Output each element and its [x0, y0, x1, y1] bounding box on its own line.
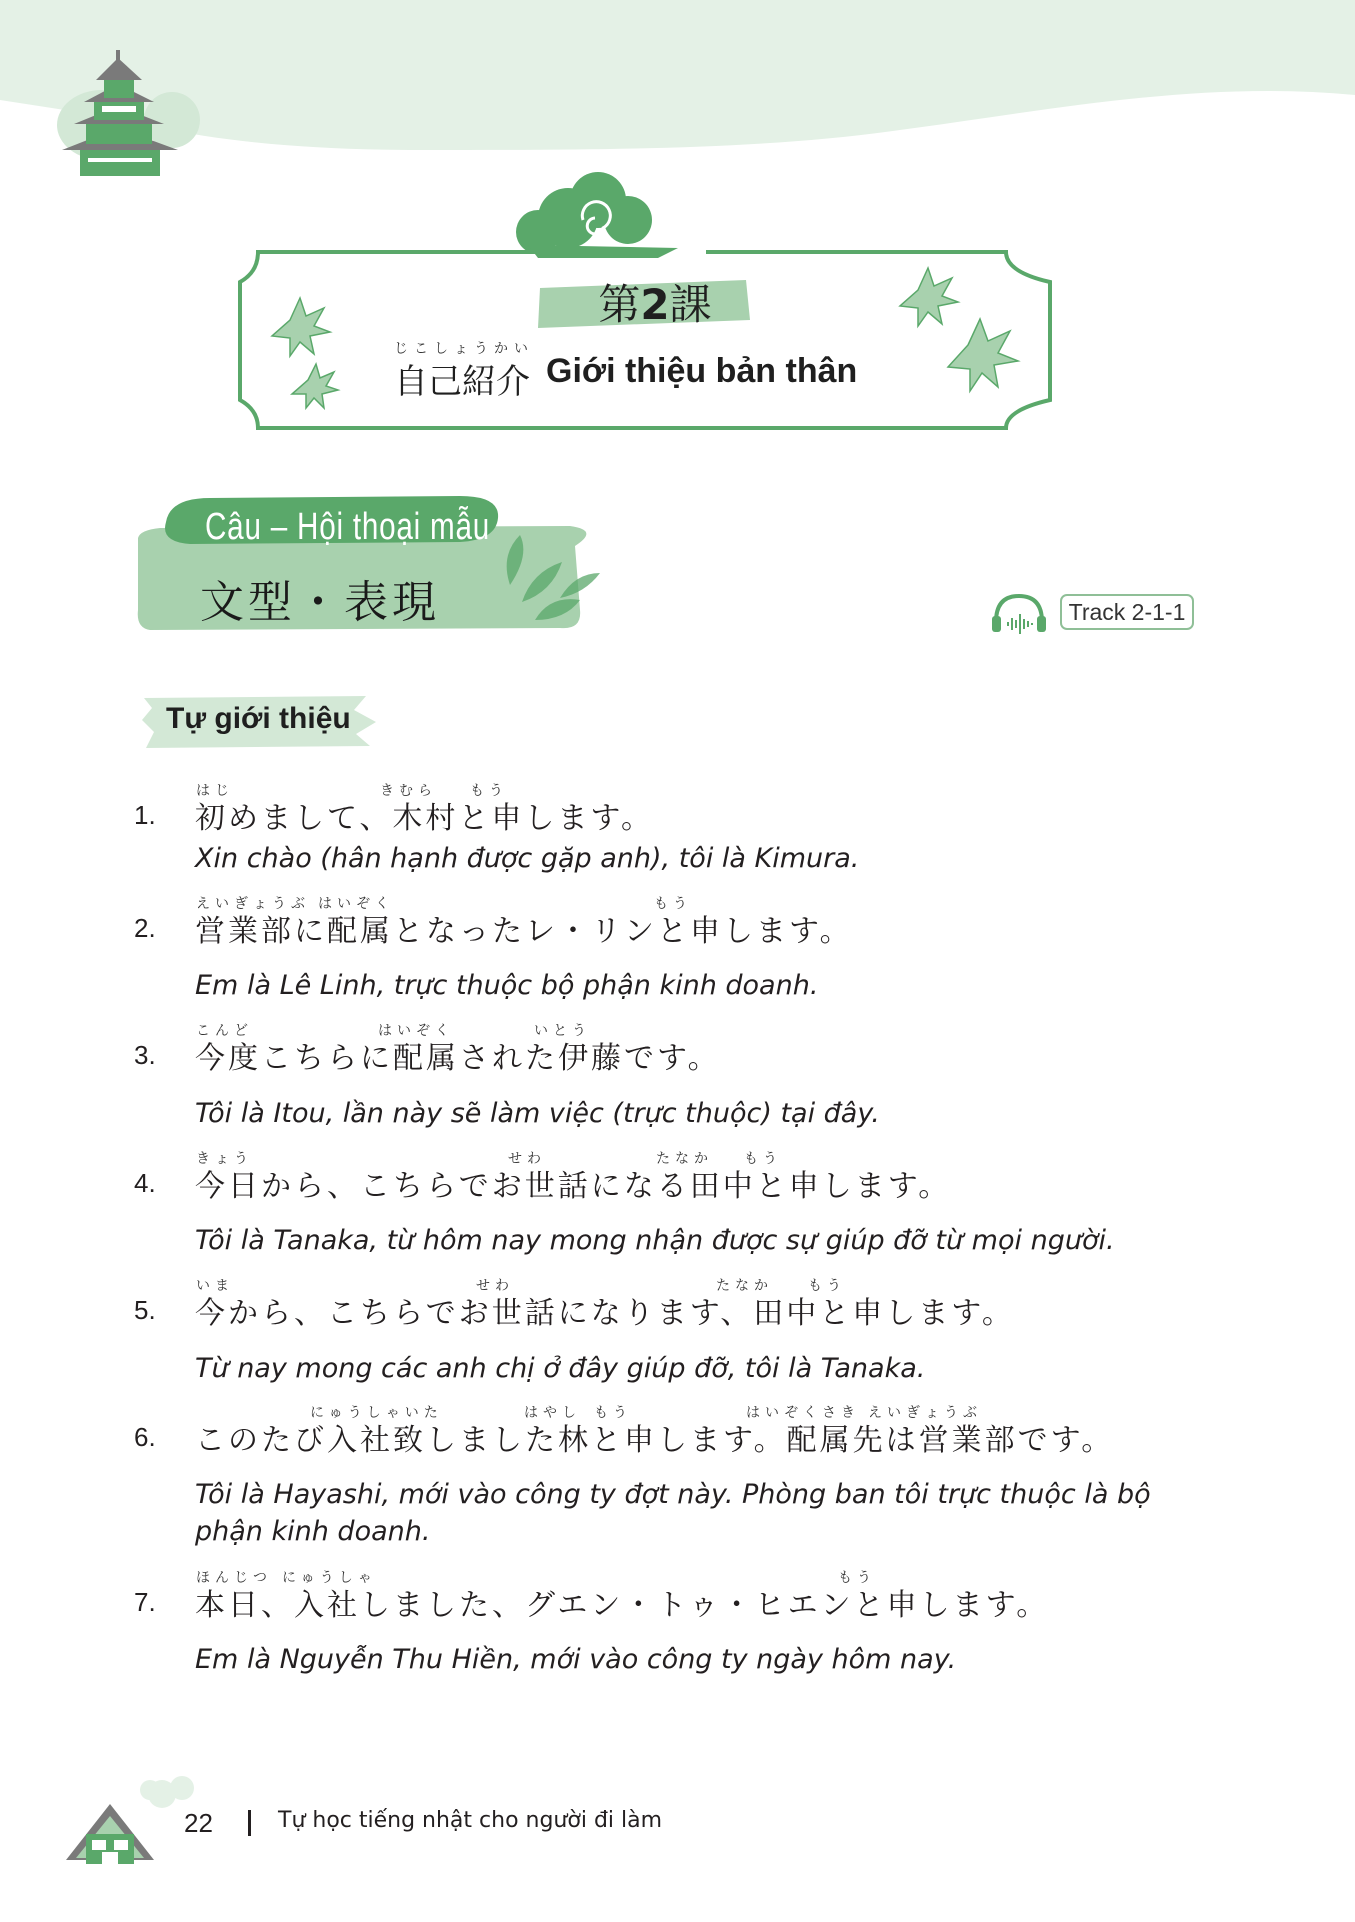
lesson-prefix: 第: [598, 280, 641, 329]
page-number: 22: [184, 1808, 213, 1838]
lesson-title-ruby: じこしょうかい: [394, 341, 534, 357]
sentence-vn: Tôi là Hayashi, mới vào công ty đợt này. Phòng ban tôi trực thuộc là bộ phận kinh doanh.: [195, 1479, 1151, 1547]
sentence-jp: 今日から、こちらでお世話になる田中と申します。: [195, 1169, 952, 1204]
section-title-jp: 文型・表現: [200, 577, 440, 628]
sentence-vn: Em là Nguyễn Thu Hiền, mới vào công ty ngày hôm nay.: [195, 1644, 957, 1675]
sentence-jp: このたび入社致しました林と申します。配属先は営業部です。: [195, 1423, 1115, 1458]
headphones-icon[interactable]: [990, 590, 1048, 636]
lesson-suffix: 課: [669, 280, 712, 329]
lesson-number-label: [560, 272, 750, 332]
lesson-title-jp: 自己紹介: [394, 362, 530, 402]
sentence-vn: Xin chào (hân hạnh được gặp anh), tôi là Kimura.: [195, 843, 860, 874]
sentence-jp: 今から、こちらでお世話になります、田中と申します。: [195, 1296, 1015, 1331]
sentence-vn: Em là Lê Linh, trực thuộc bộ phận kinh doanh.: [195, 970, 819, 1001]
sentence-jp: 本日、入社しました、グエン・トゥ・ヒエンと申します。: [195, 1588, 1050, 1623]
section-title-vn: Câu – Hội thoại mẫu: [205, 506, 491, 548]
book-title: Tự học tiếng nhật cho người đi làm: [278, 1808, 663, 1833]
sentence-vn: Tôi là Tanaka, từ hôm nay mong nhận được sự giúp đỡ từ mọi người.: [195, 1225, 1115, 1256]
sentence-vn: Tôi là Itou, lần này sẽ làm việc (trực thuộc) tại đây.: [195, 1098, 880, 1129]
sentence-jp: 営業部に配属となったレ・リンと申します。: [195, 914, 853, 949]
header-wave-decoration: [0, 0, 1355, 160]
sentence-jp: 今度こちらに配属された伊藤です。: [195, 1041, 721, 1076]
audio-track-badge[interactable]: Track 2-1-1: [1060, 594, 1194, 630]
subsection-title: Tự giới thiệu: [166, 702, 351, 735]
lesson-title-vn: Giới thiệu bản thân: [546, 352, 858, 390]
castle-icon: [52, 40, 202, 180]
footer-divider: [248, 1810, 251, 1836]
sentence-vn: Từ nay mong các anh chị ở đây giúp đỡ, tôi là Tanaka.: [195, 1353, 926, 1384]
lesson-number: 2: [640, 280, 670, 329]
lesson-title: [390, 338, 1010, 408]
sentence-jp: 初めまして、木村と申します。: [195, 801, 654, 836]
